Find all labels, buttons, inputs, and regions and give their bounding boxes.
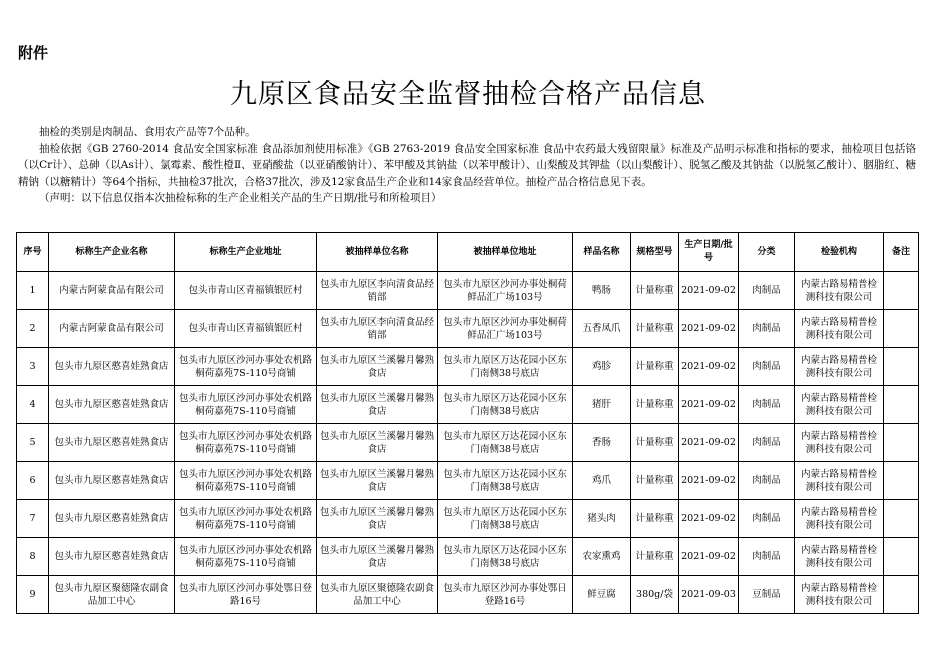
cell-producer: 包头市九原区憨喜娃熟食店 bbox=[49, 538, 175, 576]
cell-producer: 包头市九原区憨喜娃熟食店 bbox=[49, 500, 175, 538]
cell-date: 2021-09-02 bbox=[679, 348, 739, 386]
cell-producer-address: 包头市九原区沙河办事处鄂日登路16号 bbox=[175, 576, 317, 614]
table-row bbox=[17, 576, 919, 614]
header-note: 备注 bbox=[884, 233, 919, 272]
cell-producer-address: 包头市青山区青福镇银匠村 bbox=[175, 272, 317, 310]
cell-spec: 计量称重 bbox=[631, 310, 679, 348]
page-title: 九原区食品安全监督抽检合格产品信息 bbox=[230, 79, 706, 110]
header-sample-name: 样品名称 bbox=[573, 233, 631, 272]
cell-no: 9 bbox=[17, 576, 49, 614]
cell-sampled-unit: 包头市九原区聚德隆农副食品加工中心 bbox=[317, 576, 438, 614]
cell-note bbox=[884, 462, 919, 500]
cell-sample-name: 五香凤爪 bbox=[573, 310, 631, 348]
cell-no: 7 bbox=[17, 500, 49, 538]
cell-no: 6 bbox=[17, 462, 49, 500]
cell-spec: 计量称重 bbox=[631, 348, 679, 386]
header-sampled-address: 被抽样单位地址 bbox=[438, 233, 573, 272]
cell-sample-name: 鲜豆腐 bbox=[573, 576, 631, 614]
cell-spec: 计量称重 bbox=[631, 500, 679, 538]
cell-sample-name: 鸡胗 bbox=[573, 348, 631, 386]
cell-sample-name: 鸭肠 bbox=[573, 272, 631, 310]
cell-producer-address: 包头市九原区沙河办事处农机路桐荷嘉苑7S-110号商铺 bbox=[175, 424, 317, 462]
cell-sampled-address: 包头市九原区沙河办事处鄂日登路16号 bbox=[438, 576, 573, 614]
cell-producer-address: 包头市九原区沙河办事处农机路桐荷嘉苑7S-110号商铺 bbox=[175, 386, 317, 424]
table-row bbox=[17, 500, 919, 538]
cell-sampled-unit: 包头市九原区兰溪馨月馨熟食店 bbox=[317, 348, 438, 386]
cell-producer-address: 包头市九原区沙河办事处农机路桐荷嘉苑7S-110号商铺 bbox=[175, 348, 317, 386]
cell-lab: 内蒙古路易精普检测科技有限公司 bbox=[795, 272, 884, 310]
table-row bbox=[17, 348, 919, 386]
cell-lab: 内蒙古路易精普检测科技有限公司 bbox=[795, 386, 884, 424]
cell-no: 5 bbox=[17, 424, 49, 462]
header-no: 序号 bbox=[17, 233, 49, 272]
cell-sampled-unit: 包头市九原区李向清食品经销部 bbox=[317, 272, 438, 310]
cell-no: 3 bbox=[17, 348, 49, 386]
inspection-table bbox=[16, 232, 919, 614]
cell-note bbox=[884, 386, 919, 424]
cell-no: 2 bbox=[17, 310, 49, 348]
cell-date: 2021-09-02 bbox=[679, 272, 739, 310]
cell-producer: 内蒙古阿蒙食品有限公司 bbox=[49, 310, 175, 348]
table-row bbox=[17, 462, 919, 500]
cell-category: 肉制品 bbox=[739, 272, 795, 310]
cell-sampled-address: 包头市九原区万达花园小区东门南侧38号底店 bbox=[438, 386, 573, 424]
cell-category: 肉制品 bbox=[739, 538, 795, 576]
cell-producer: 包头市九原区憨喜娃熟食店 bbox=[49, 462, 175, 500]
cell-sampled-unit: 包头市九原区兰溪馨月馨熟食店 bbox=[317, 500, 438, 538]
cell-no: 8 bbox=[17, 538, 49, 576]
cell-sampled-unit: 包头市九原区兰溪馨月馨熟食店 bbox=[317, 462, 438, 500]
table-row bbox=[17, 310, 919, 348]
cell-lab: 内蒙古路易精普检测科技有限公司 bbox=[795, 538, 884, 576]
cell-note bbox=[884, 424, 919, 462]
cell-sample-name: 猪头肉 bbox=[573, 500, 631, 538]
cell-category: 肉制品 bbox=[739, 462, 795, 500]
cell-producer-address: 包头市九原区沙河办事处农机路桐荷嘉苑7S-110号商铺 bbox=[175, 500, 317, 538]
intro-statement: （声明：以下信息仅指本次抽检标称的生产企业相关产品的生产日期/批号和所检项目） bbox=[39, 192, 442, 204]
table-row bbox=[17, 272, 919, 310]
cell-sampled-unit: 包头市九原区李向清食品经销部 bbox=[317, 310, 438, 348]
cell-producer: 内蒙古阿蒙食品有限公司 bbox=[49, 272, 175, 310]
header-lab: 检验机构 bbox=[795, 233, 884, 272]
cell-sample-name: 农家熏鸡 bbox=[573, 538, 631, 576]
cell-sampled-address: 包头市九原区万达花园小区东门南侧38号底店 bbox=[438, 500, 573, 538]
cell-note bbox=[884, 272, 919, 310]
cell-date: 2021-09-02 bbox=[679, 462, 739, 500]
cell-producer: 包头市九原区聚德隆农副食品加工中心 bbox=[49, 576, 175, 614]
cell-no: 1 bbox=[17, 272, 49, 310]
intro-paragraph-1: 抽检的类别是肉制品、食用农产品等7个品种。 bbox=[39, 126, 256, 138]
cell-sampled-address: 包头市九原区沙河办事处桐荷鲜品汇广场103号 bbox=[438, 310, 573, 348]
header-category: 分类 bbox=[739, 233, 795, 272]
cell-producer-address: 包头市九原区沙河办事处农机路桐荷嘉苑7S-110号商铺 bbox=[175, 538, 317, 576]
cell-producer: 包头市九原区憨喜娃熟食店 bbox=[49, 424, 175, 462]
attachment-label: 附件 bbox=[18, 44, 49, 62]
cell-sampled-address: 包头市九原区万达花园小区东门南侧38号底店 bbox=[438, 348, 573, 386]
cell-date: 2021-09-02 bbox=[679, 500, 739, 538]
cell-spec: 380g/袋 bbox=[631, 576, 679, 614]
cell-lab: 内蒙古路易精普检测科技有限公司 bbox=[795, 310, 884, 348]
cell-lab: 内蒙古路易精普检测科技有限公司 bbox=[795, 348, 884, 386]
cell-category: 豆制品 bbox=[739, 576, 795, 614]
cell-sampled-address: 包头市九原区万达花园小区东门南侧38号底店 bbox=[438, 538, 573, 576]
header-spec: 规格型号 bbox=[631, 233, 679, 272]
cell-no: 4 bbox=[17, 386, 49, 424]
cell-sampled-address: 包头市九原区万达花园小区东门南侧38号底店 bbox=[438, 424, 573, 462]
cell-producer: 包头市九原区憨喜娃熟食店 bbox=[49, 348, 175, 386]
cell-sampled-address: 包头市九原区沙河办事处桐荷鲜品汇广场103号 bbox=[438, 272, 573, 310]
cell-note bbox=[884, 348, 919, 386]
intro-paragraph-2: 抽检依据《GB 2760-2014 食品安全国家标准 食品添加剂使用标准》《GB 2763-2019 食品安全国家标准 食品中农药最大残留限量》标准及产品明示标准和指标的要求，抽检项目包括铬（以Cr计）、总砷（以As计）、氯霉素、酸性橙Ⅱ、亚硝酸盐（以亚硝酸钠计）、苯甲酸及其钠盐（以苯甲酸计）、山梨酸及其钾盐（以山梨酸计）、脱氢乙酸及其钠盐（以脱氢乙酸计）、胭脂红、糖精钠（以糖精计）等64个指标，共抽检37批次，合格37批次，涉及12家食品生产企业和14家食品经营单位。抽检产品合格信息见下表。 bbox=[18, 142, 916, 188]
cell-category: 肉制品 bbox=[739, 386, 795, 424]
table-row bbox=[17, 386, 919, 424]
intro-text bbox=[18, 124, 916, 207]
cell-sample-name: 猪肝 bbox=[573, 386, 631, 424]
cell-producer-address: 包头市青山区青福镇银匠村 bbox=[175, 310, 317, 348]
header-sampled-unit: 被抽样单位名称 bbox=[317, 233, 438, 272]
cell-sample-name: 鸡爪 bbox=[573, 462, 631, 500]
cell-note bbox=[884, 576, 919, 614]
header-producer: 标称生产企业名称 bbox=[49, 233, 175, 272]
cell-date: 2021-09-02 bbox=[679, 386, 739, 424]
cell-note bbox=[884, 538, 919, 576]
cell-lab: 内蒙古路易精普检测科技有限公司 bbox=[795, 424, 884, 462]
cell-sample-name: 香肠 bbox=[573, 424, 631, 462]
cell-category: 肉制品 bbox=[739, 348, 795, 386]
cell-sampled-unit: 包头市九原区兰溪馨月馨熟食店 bbox=[317, 386, 438, 424]
table-row bbox=[17, 538, 919, 576]
cell-producer-address: 包头市九原区沙河办事处农机路桐荷嘉苑7S-110号商铺 bbox=[175, 462, 317, 500]
cell-date: 2021-09-02 bbox=[679, 310, 739, 348]
cell-spec: 计量称重 bbox=[631, 424, 679, 462]
cell-note bbox=[884, 310, 919, 348]
cell-sampled-address: 包头市九原区万达花园小区东门南侧38号底店 bbox=[438, 462, 573, 500]
cell-lab: 内蒙古路易精普检测科技有限公司 bbox=[795, 500, 884, 538]
cell-date: 2021-09-03 bbox=[679, 576, 739, 614]
cell-spec: 计量称重 bbox=[631, 462, 679, 500]
cell-spec: 计量称重 bbox=[631, 386, 679, 424]
cell-date: 2021-09-02 bbox=[679, 538, 739, 576]
cell-lab: 内蒙古路易精普检测科技有限公司 bbox=[795, 576, 884, 614]
table-row bbox=[17, 424, 919, 462]
cell-date: 2021-09-02 bbox=[679, 424, 739, 462]
cell-note bbox=[884, 500, 919, 538]
cell-sampled-unit: 包头市九原区兰溪馨月馨熟食店 bbox=[317, 538, 438, 576]
cell-producer: 包头市九原区憨喜娃熟食店 bbox=[49, 386, 175, 424]
table-header-row bbox=[17, 233, 919, 272]
cell-sampled-unit: 包头市九原区兰溪馨月馨熟食店 bbox=[317, 424, 438, 462]
cell-spec: 计量称重 bbox=[631, 538, 679, 576]
cell-spec: 计量称重 bbox=[631, 272, 679, 310]
header-date: 生产日期/批号 bbox=[679, 233, 739, 272]
header-producer-address: 标称生产企业地址 bbox=[175, 233, 317, 272]
cell-category: 肉制品 bbox=[739, 424, 795, 462]
cell-lab: 内蒙古路易精普检测科技有限公司 bbox=[795, 462, 884, 500]
cell-category: 肉制品 bbox=[739, 500, 795, 538]
cell-category: 肉制品 bbox=[739, 310, 795, 348]
